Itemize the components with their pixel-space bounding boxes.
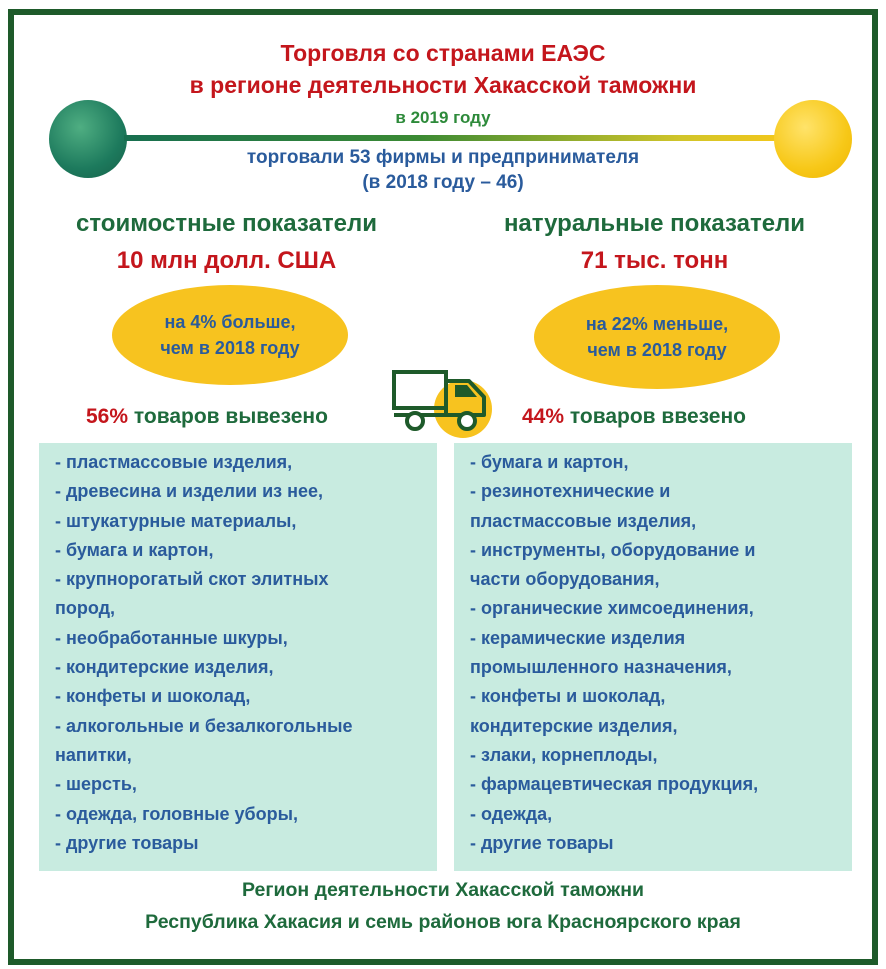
list-item: части оборудования,: [470, 569, 660, 590]
list-item: - кондитерские изделия,: [55, 657, 274, 678]
list-item: - конфеты и шоколад,: [470, 686, 666, 707]
export-share-text: товаров вывезено: [128, 405, 328, 428]
truck-icon: [389, 367, 499, 437]
export-goods-list: [39, 443, 437, 871]
list-item: - одежда, головные уборы,: [55, 803, 298, 824]
list-item: - злаки, корнеплоды,: [470, 744, 658, 765]
volume-indicators-heading: натуральные показатели: [503, 210, 806, 237]
list-item: - штукатурные материалы,: [55, 510, 297, 531]
title-line-1: Торговля со странами ЕАЭС: [280, 40, 606, 66]
list-item: кондитерские изделия,: [470, 715, 678, 736]
volume-change-bubble: [534, 285, 780, 389]
year-label: в 2019 году: [395, 108, 491, 127]
list-item: - алкогольные и безалкогольные: [55, 715, 353, 736]
firms-previous: (в 2018 году – 46): [362, 172, 524, 193]
export-share: [86, 405, 328, 429]
firms-count: торговали 53 фирмы и предпринимателя: [246, 147, 640, 168]
list-item: - крупнорогатый скот элитных: [55, 569, 329, 590]
list-item: - инструменты, оборудование и: [470, 539, 756, 560]
footer-region-description: Республика Хакасия и семь районов юга Красноярского края: [145, 911, 741, 933]
value-change-line-2: чем в 2018 году: [160, 338, 300, 358]
list-item: - органические химсоединения,: [470, 598, 754, 619]
list-item: - другие товары: [470, 832, 614, 853]
infographic-frame: [8, 9, 878, 965]
list-item: промышленного назначения,: [470, 657, 732, 678]
list-item: - необработанные шкуры,: [55, 627, 288, 648]
volume-change-line-1: на 22% меньше,: [585, 314, 729, 334]
export-share-percent: 56%: [86, 405, 129, 428]
value-total: 10 млн долл. США: [116, 247, 337, 274]
value-indicators-heading: стоимостные показатели: [76, 210, 377, 237]
list-item: пластмассовые изделия,: [470, 510, 697, 531]
import-share-percent: 44%: [522, 405, 565, 428]
gradient-divider: [124, 135, 779, 141]
list-item: - фармацевтическая продукция,: [470, 774, 759, 795]
list-item: - шерсть,: [55, 774, 137, 795]
list-item: - резинотехнические и: [470, 481, 671, 502]
volume-change-line-2: чем в 2018 году: [587, 340, 727, 360]
list-item: напитки,: [55, 744, 132, 765]
list-item: - бумага и картон,: [470, 452, 629, 472]
value-change-bubble: [112, 285, 348, 385]
volume-total: 71 тыс. тонн: [580, 247, 729, 274]
list-item: - одежда,: [470, 803, 553, 824]
list-item: - конфеты и шоколад,: [55, 686, 251, 707]
list-item: - пластмассовые изделия,: [55, 452, 293, 472]
import-share: [522, 405, 746, 429]
value-change-line-1: на 4% больше,: [164, 312, 296, 332]
footer-region-title: Регион деятельности Хакасской таможни: [242, 879, 644, 901]
list-item: пород,: [55, 598, 116, 619]
list-item: - другие товары: [55, 832, 199, 853]
list-item: - древесина и изделии из нее,: [55, 481, 323, 502]
import-share-text: товаров ввезено: [564, 405, 746, 428]
import-goods-list: [454, 443, 852, 871]
list-item: - бумага и картон,: [55, 539, 214, 560]
title-line-2: в регионе деятельности Хакасской таможни: [189, 72, 697, 98]
list-item: - керамические изделия: [470, 627, 686, 648]
